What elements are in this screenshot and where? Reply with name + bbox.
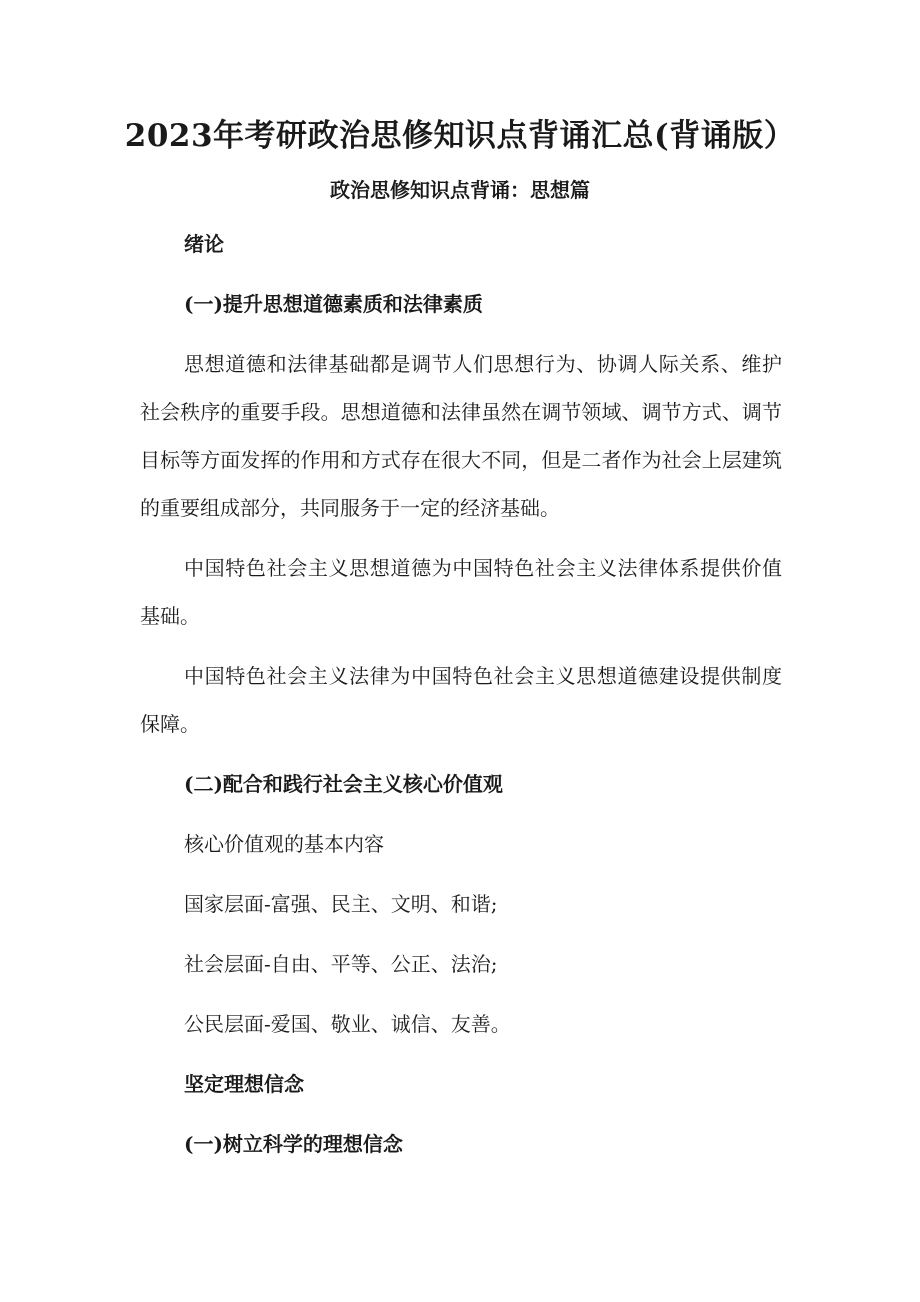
core-values-title: 核心价值观的基本内容 xyxy=(184,832,384,856)
heading-section-2: (二)配合和践行社会主义核心价值观 xyxy=(184,772,503,796)
document-title: 2023年考研政治思修知识点背诵汇总(背诵版） xyxy=(124,118,796,154)
paragraph-2: 中国特色社会主义思想道德为中国特色社会主义法律体系提供价值基础。 xyxy=(140,556,782,628)
paragraph-3: 中国特色社会主义法律为中国特色社会主义思想道德建设提供制度保障。 xyxy=(140,664,782,736)
paragraph-1: 思想道德和法律基础都是调节人们思想行为、协调人际关系、维护社会秩序的重要手段。思想道德和法律虽然在调节领域、调节方式、调节目标等方面发挥的作用和方式存在很大不同，但是二者作为社会上层建筑的重要组成部分，共同服务于一定的经济基础。 xyxy=(140,352,782,520)
core-value-item: 国家层面-富强、民主、文明、和谐; xyxy=(184,892,498,916)
heading-intro: 绪论 xyxy=(184,232,224,256)
heading-chapter-1: 坚定理想信念 xyxy=(184,1072,304,1096)
document-subtitle: 政治思修知识点背诵：思想篇 xyxy=(330,178,590,202)
heading-section-1: (一)提升思想道德素质和法律素质 xyxy=(184,292,483,316)
core-value-item: 公民层面-爱国、敬业、诚信、友善。 xyxy=(184,1012,511,1036)
core-value-item: 社会层面-自由、平等、公正、法治; xyxy=(184,952,498,976)
heading-chapter-1-section-1: (一)树立科学的理想信念 xyxy=(184,1132,403,1156)
